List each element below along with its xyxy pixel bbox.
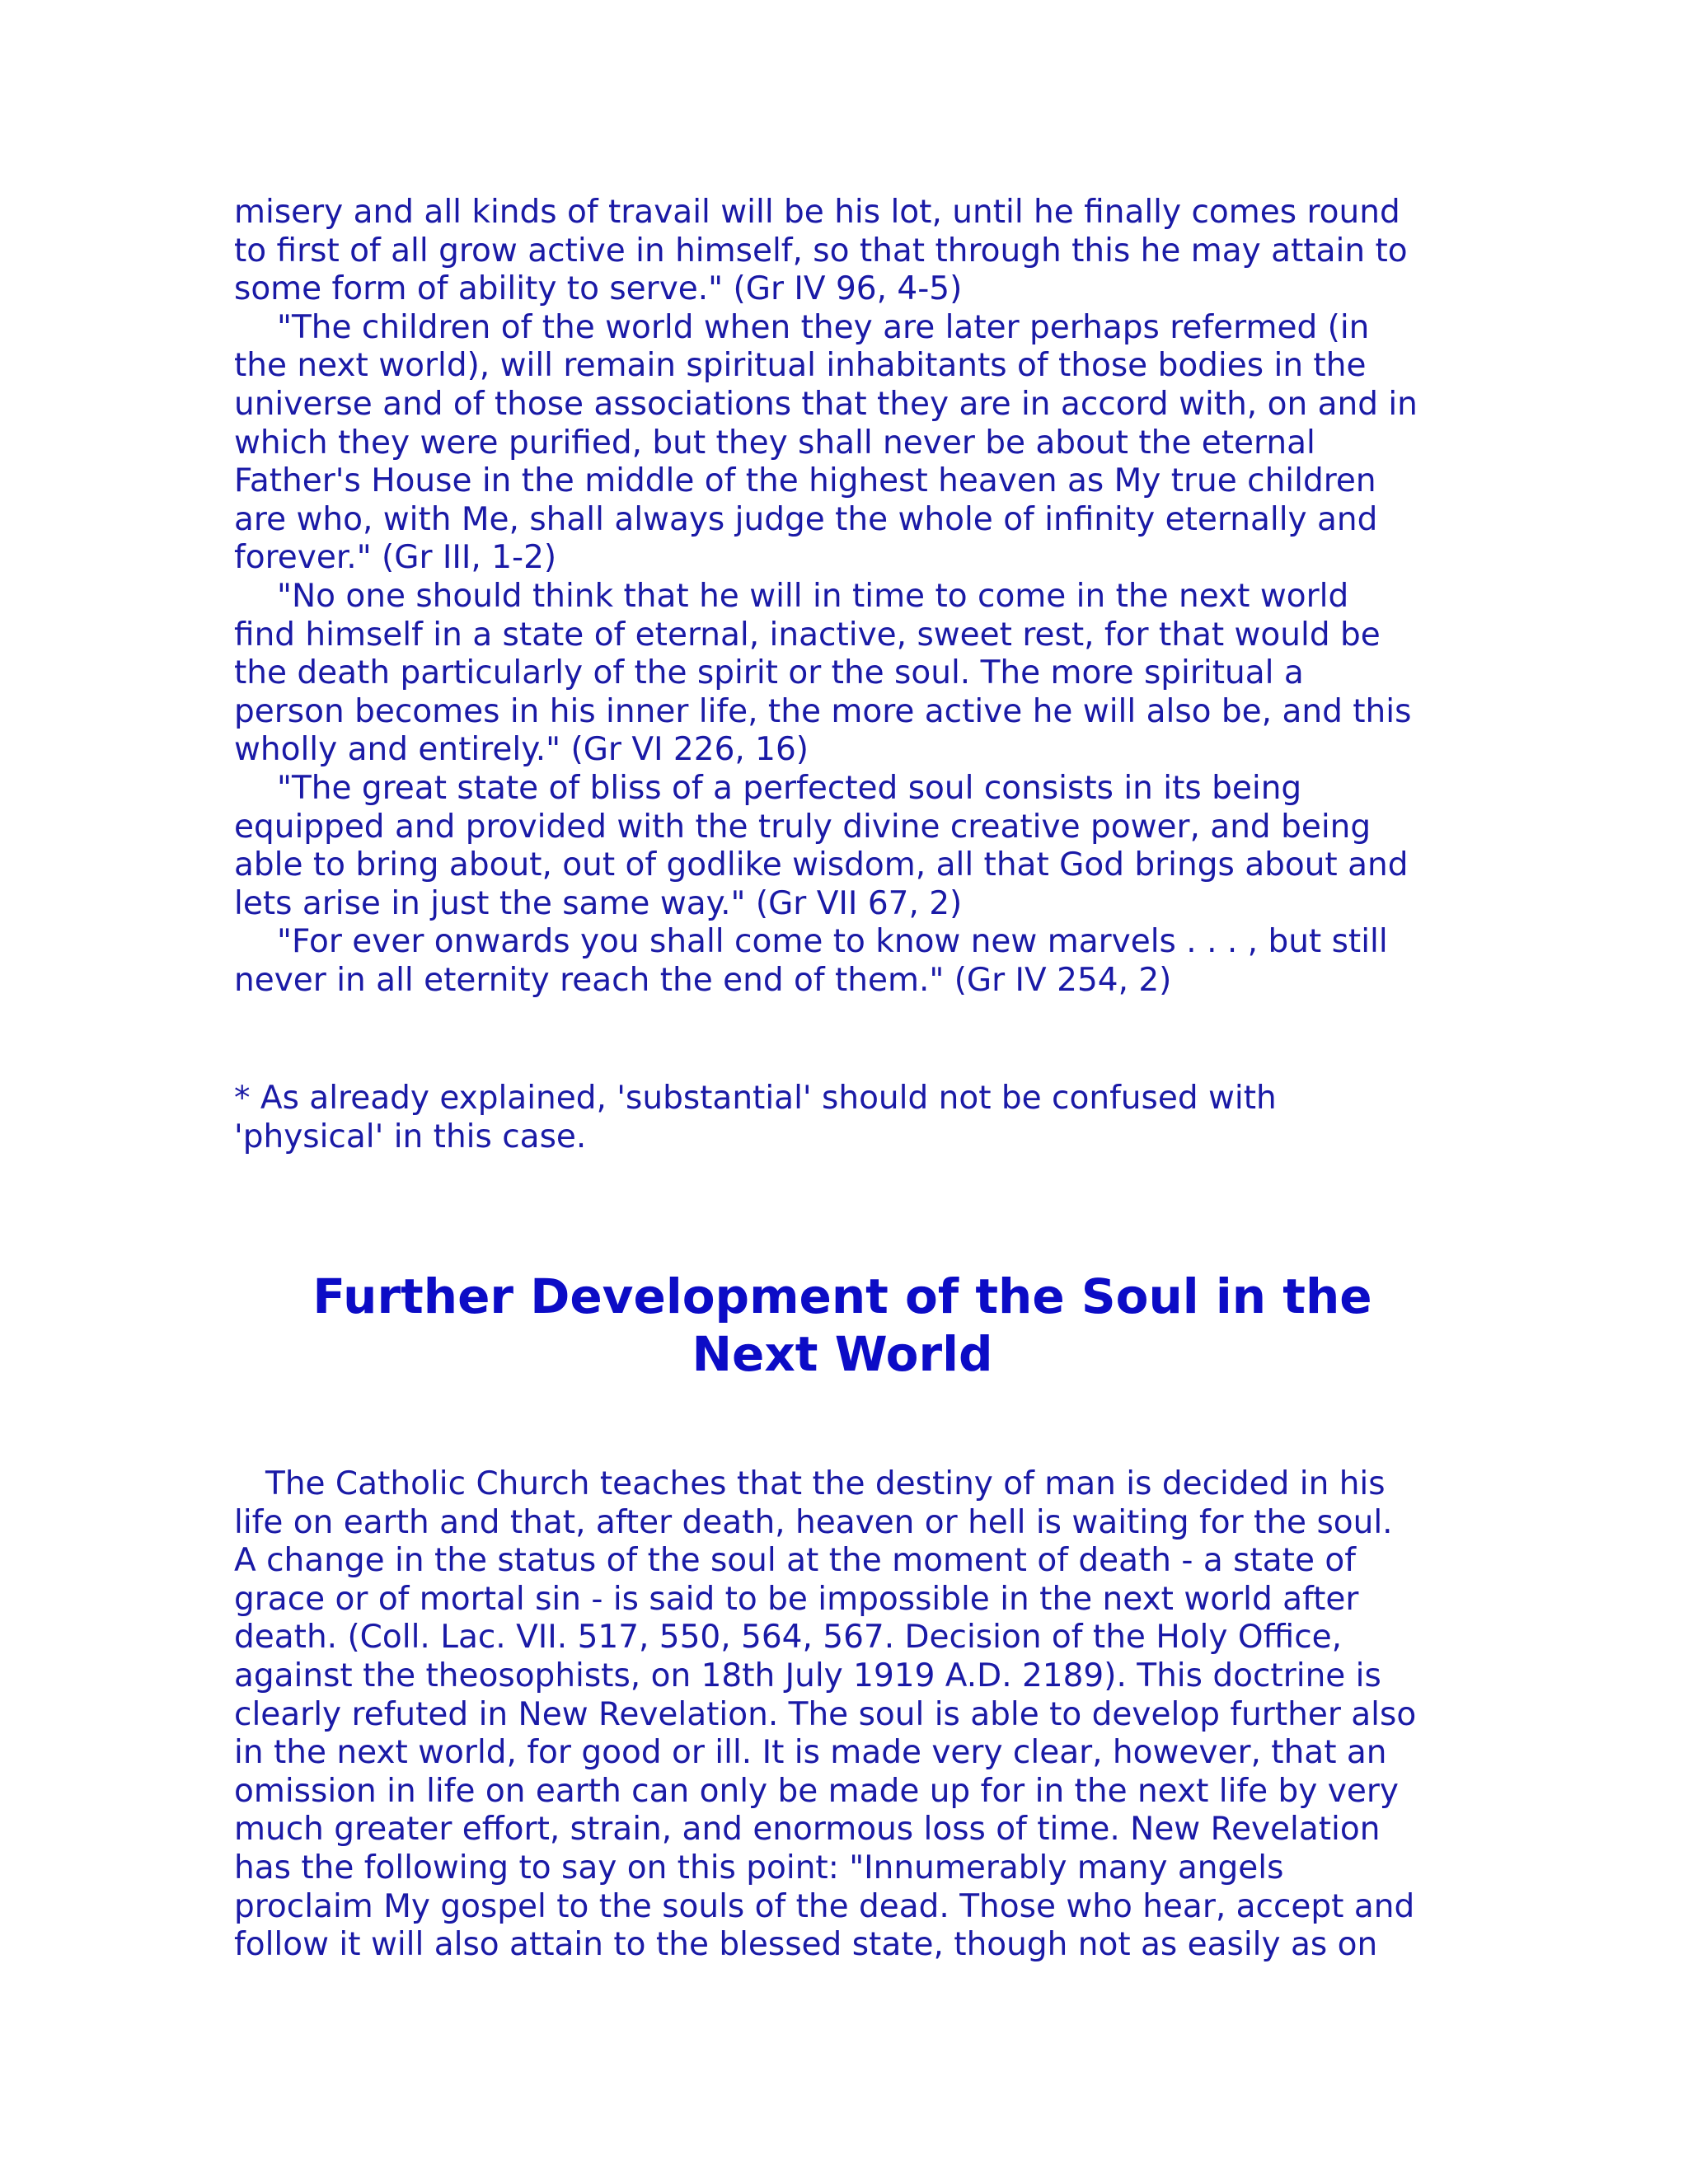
heading-line: Next World <box>692 1326 993 1382</box>
section-heading <box>234 1268 1451 1383</box>
heading-line: Further Development of the Soul in the <box>312 1268 1372 1324</box>
body-paragraph <box>234 1465 1470 1965</box>
text-line: universe and of those associations that they are in accord with, on and in <box>234 385 1418 423</box>
text-line: person becomes in his inner life, the more active he will also be, and this <box>234 692 1412 730</box>
text-line: much greater effort, strain, and enormous loss of time. New Revelation <box>234 1811 1381 1849</box>
text-line: in the next world, for good or ill. It is made very clear, however, that an <box>234 1734 1387 1772</box>
text-line: The Catholic Church teaches that the destiny of man is decided in his <box>265 1465 1386 1502</box>
text-line: forever." (Gr III, 1-2) <box>234 539 557 577</box>
footnote <box>234 1080 1470 1156</box>
text-line: follow it will also attain to the blessed state, though not as easily as on <box>234 1926 1378 1964</box>
text-line: which they were purified, but they shall never be about the eternal <box>234 424 1315 462</box>
text-line: "No one should think that he will in time to come in the next world <box>277 577 1349 615</box>
text-line: death. (Coll. Lac. VII. 517, 550, 564, 567. Decision of the Holy Office, <box>234 1619 1343 1657</box>
text-line: misery and all kinds of travail will be his lot, until he finally comes round <box>234 194 1400 231</box>
text-line: omission in life on earth can only be made up for in the next life by very <box>234 1772 1399 1810</box>
text-line: clearly refuted in New Revelation. The soul is able to develop further also <box>234 1695 1417 1733</box>
text-line: the next world), will remain spiritual inhabitants of those bodies in the <box>234 347 1367 385</box>
text-line: grace or of mortal sin - is said to be impossible in the next world after <box>234 1580 1359 1618</box>
text-line: proclaim My gospel to the souls of the dead. Those who hear, accept and <box>234 1887 1415 1925</box>
text-line: "The children of the world when they are later perhaps refermed (in <box>277 308 1370 346</box>
text-line: A change in the status of the soul at the moment of death - a state of <box>234 1542 1356 1580</box>
footnote-line: * As already explained, 'substantial' should not be confused with <box>234 1080 1277 1117</box>
text-line: Father's House in the middle of the highest heaven as My true children <box>234 462 1376 500</box>
text-line: life on earth and that, after death, heaven or hell is waiting for the soul. <box>234 1503 1393 1541</box>
text-line: "The great state of bliss of a perfected soul consists in its being <box>277 769 1302 807</box>
text-line: find himself in a state of eternal, inactive, sweet rest, for that would be <box>234 616 1381 654</box>
text-line: equipped and provided with the truly divine creative power, and being <box>234 808 1372 846</box>
text-line: "For ever onwards you shall come to know new marvels . . . , but still <box>277 923 1388 961</box>
text-line: never in all eternity reach the end of them." (Gr IV 254, 2) <box>234 961 1172 999</box>
text-line: has the following to say on this point: "Innumerably many angels <box>234 1849 1284 1886</box>
text-line: are who, with Me, shall always judge the whole of infinity eternally and <box>234 500 1378 538</box>
quotes-section <box>234 194 1470 1000</box>
text-line: against the theosophists, on 18th July 1919 A.D. 2189). This doctrine is <box>234 1657 1381 1694</box>
text-line: lets arise in just the same way." (Gr VII 67, 2) <box>234 884 963 922</box>
text-line: the death particularly of the spirit or the soul. The more spiritual a <box>234 654 1304 692</box>
footnote-line: 'physical' in this case. <box>234 1118 587 1155</box>
text-line: to first of all grow active in himself, so that through this he may attain to <box>234 232 1408 269</box>
text-line: wholly and entirely." (Gr VI 226, 16) <box>234 731 809 769</box>
text-line: some form of ability to serve." (Gr IV 96, 4-5) <box>234 270 963 308</box>
text-line: able to bring about, out of godlike wisdom, all that God brings about and <box>234 846 1409 884</box>
